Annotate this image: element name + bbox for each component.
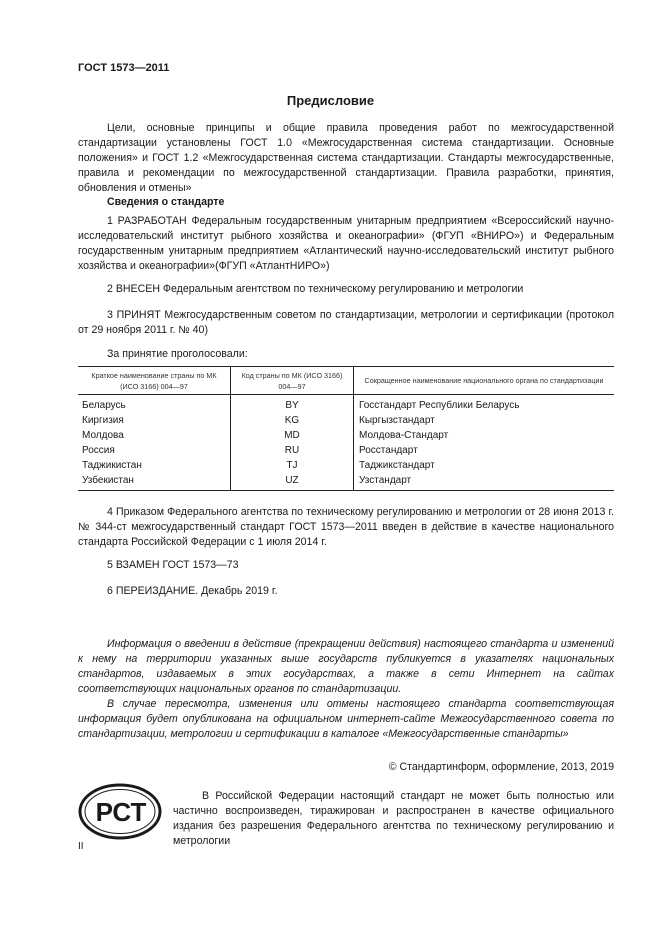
table-row: [78, 413, 614, 428]
item-adopted: 3 ПРИНЯТ Межгосударственным советом по стандартизации, метрологии и сертификации (протокол от 29 ноября 2011 г. № 40): [78, 309, 614, 336]
section-heading: Сведения о стандарте: [107, 196, 225, 208]
authority-cell: Кыргызстандарт: [354, 413, 615, 428]
code-cell: UZ: [231, 473, 354, 491]
code-cell: RU: [231, 443, 354, 458]
authority-cell: Госстандарт Республики Беларусь: [354, 395, 615, 414]
column-header-country: Краткое наименование страны по МК (ИСО 3166) 004—97: [78, 367, 231, 395]
svg-text:РСТ: РСТ: [95, 797, 147, 827]
authority-cell: Росстандарт: [354, 443, 615, 458]
table-row: [78, 428, 614, 443]
page-title: Предисловие: [286, 93, 375, 108]
voted-label: За принятие проголосовали:: [107, 348, 248, 360]
code-cell: KG: [231, 413, 354, 428]
intro-paragraph: Цели, основные принципы и общие правила проведения работ по межгосударственной стандартизации установлены ГОСТ 1.0 «Межгосударственная система стандартизации. Основные положения» и ГОСТ 1.2 «Межгосударственная система стандартизации. Стандарты межгосударственные, правила и рекомендации по межгосударственной стандартизации. Правила разработки, принятия, обновления и отмены»: [78, 122, 614, 194]
table-row: [78, 458, 614, 473]
table-header-row: [78, 367, 614, 395]
document-code: ГОСТ 1573—2011: [78, 62, 170, 74]
authority-cell: Узстандарт: [354, 473, 615, 491]
copyright-notice: В Российской Федерации настоящий стандарт не может быть полностью или частично воспроизведен, тиражирован и распространен в качестве официального издания без разрешения Федерального агентства по техническому регулированию и метрологии: [173, 790, 614, 847]
code-cell: BY: [231, 395, 354, 414]
item-replaces: 5 ВЗАМЕН ГОСТ 1573—73: [107, 559, 239, 571]
column-header-code: Код страны по МК (ИСО 3166) 004—97: [231, 367, 354, 395]
info-paragraph-1: Информация о введении в действие (прекращении действия) настоящего стандарта и изменений к нему на территории указанных выше государств публикуется в указателях национальных стандартов, издаваемых в этих государствах, а также в сети Интернет на сайтах соответствующих национальных органов по стандартизации.: [78, 638, 614, 695]
item-order: 4 Приказом Федерального агентства по техническому регулированию и метрологии от 28 июня 2013 г. № 344-ст межгосударственный стандарт ГОСТ 1573—2011 введен в действие в качестве национального стандарта Российской Федерации с 1 июля 2014 г.: [78, 506, 614, 548]
country-cell: Таджикистан: [82, 460, 142, 471]
page-number: II: [78, 841, 84, 852]
voting-table: [78, 366, 614, 491]
copyright-line: © Стандартинформ, оформление, 2013, 2019: [388, 761, 614, 773]
table-row: [78, 395, 614, 414]
info-paragraph-2: В случае пересмотра, изменения или отмены настоящего стандарта соответствующая информация будет опубликована на официальном интернет-сайте Межгосударственного совета по стандартизации, метрологии и сертификации в каталоге «Межгосударственные стандарты»: [78, 698, 614, 740]
code-cell: MD: [231, 428, 354, 443]
authority-cell: Таджикстандарт: [354, 458, 615, 473]
rst-logo-icon: [78, 783, 162, 840]
item-reissue: 6 ПЕРЕИЗДАНИЕ. Декабрь 2019 г.: [107, 585, 278, 597]
item-introduced: 2 ВНЕСЕН Федеральным агентством по техническому регулированию и метрологии: [107, 283, 524, 295]
country-cell: Россия: [82, 445, 115, 456]
country-cell: Молдова: [82, 430, 124, 441]
country-cell: Киргизия: [82, 415, 124, 426]
code-cell: TJ: [231, 458, 354, 473]
column-header-authority: Сокращенное наименование национального органа по стандартизации: [354, 367, 615, 395]
country-cell: Узбекистан: [78, 473, 231, 491]
item-developed: 1 РАЗРАБОТАН Федеральным государственным унитарным предприятием «Всероссийский научно-исследовательский институт рыбного хозяйства и океанографии» (ФГУП «ВНИРО») и Федеральным государственным унитарным предприятием «Атлантический научно-исследовательский институт рыбного хозяйства и океанографии»(ФГУП «АтлантНИРО»): [78, 215, 614, 272]
authority-cell: Молдова-Стандарт: [354, 428, 615, 443]
table-row: [78, 443, 614, 458]
table-row: [78, 473, 614, 491]
country-cell: Беларусь: [82, 400, 126, 411]
